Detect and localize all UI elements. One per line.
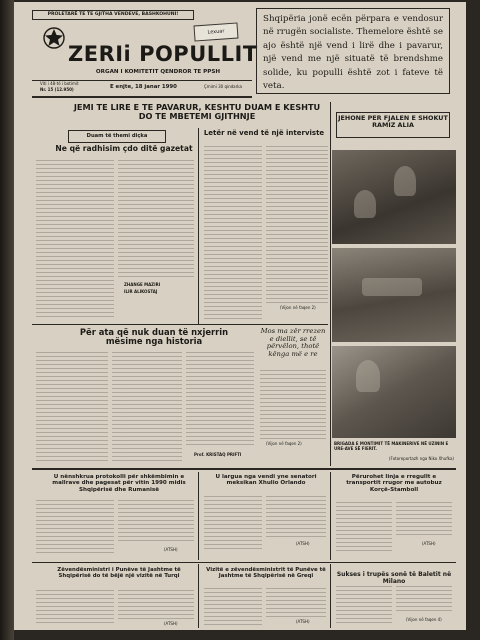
side-credit: (Fotoreportazh nga Niko Xhufka) <box>388 456 454 461</box>
lead-author-1: ZHANGE MAZIRI <box>124 282 161 287</box>
masthead-title: ZERIi POPULLIT <box>68 42 258 66</box>
masthead-issue: Nr. 15 (12.950) <box>40 87 74 92</box>
binding-edge <box>0 0 14 640</box>
newspaper-page <box>14 2 466 630</box>
side-quote: Mos ma zër rrezen e diellit, se të përvëlon, thotë kënga më e re <box>260 327 326 358</box>
side-photo-middle <box>332 248 456 342</box>
lead-headline: JEMI TE LIRE E TE PAVARUR, KESHTU DUAM E KESHTU DO TE MBETEMI GJITHNJE <box>73 102 321 122</box>
masthead-star-icon <box>42 26 66 50</box>
history-more: (Vijon në faqen 2) <box>266 441 302 446</box>
bottom-headline-2: U largua nga vendi yne senatori meksikan Xhulio Orlando <box>215 474 317 487</box>
masthead-subtitle: ORGAN I KOMITETIT QENDROR TE PPSH <box>95 69 221 75</box>
side-headline: JEHONE PER FJALEN E SHOKUT RAMIZ ALIA <box>336 112 450 138</box>
bottom-tag-2: (ATSH) <box>296 541 310 546</box>
masthead-slogan: PROLETARË TE TE GJITHA VENDEVE, BASHKOHUNI! <box>32 10 194 20</box>
bottom-tag-6: (Vijon në faqen 4) <box>406 617 442 622</box>
side-photo-bottom <box>332 346 456 438</box>
lead-headline-1: Ne që radhisim çdo ditë gazetat <box>55 144 193 153</box>
bottom-headline-6: Sukses i trupës sonë të Baletit në Milano <box>336 571 452 585</box>
bottom-tag-3: (ATSH) <box>422 541 436 546</box>
masthead-price: Çmimi 30 qindarka <box>204 84 242 89</box>
lead-kicker-2: Letër në vend të një interviste <box>203 129 325 137</box>
side-photo-top <box>332 150 456 244</box>
masthead-volume: Viti i 48-të i botimit <box>40 81 79 86</box>
lead-kicker-1: Duam të themi diçka <box>68 130 166 143</box>
history-headline: Për ata që nuk duan të nxjerrin mësime nga historia <box>79 327 229 347</box>
quote-box: Shqipëria jonë ecën përpara e vendosur në rrugën socialiste. Themelore është se ajo është një vend i lirë dhe i pavarur, një vend me një situatë të brendshme solide, ku populli është zot i fateve të veta. <box>256 8 450 94</box>
masthead-stamp: Lexuar <box>193 22 238 41</box>
bottom-tag-1: (ATSH) <box>164 547 178 552</box>
bottom-headline-3: Përurohet linja e rregullt e transportit rrugor me autobuz Korçë-Stamboll <box>346 474 442 493</box>
bottom-headline-1: U nënshkrua protokolli për shkëmbimin e mallrave dhe pagesat për vitin 1990 midis Shqipërisë dhe Rumanisë <box>52 474 186 493</box>
masthead-date: E enjte, 18 janar 1990 <box>110 84 177 90</box>
lead-author-2: ILIR ALIKOSTAJ <box>124 289 158 294</box>
side-caption: BRIGADA E MONTIMIT TË MAKINERIVE NË UZININ E URE-AVE SË FIERIT. <box>334 441 449 451</box>
bottom-tag-5: (ATSH) <box>296 619 310 624</box>
bottom-headline-5: Vizitë e zëvendësministrit të Punëve të Jashtme të Shqipërisë në Greqi <box>206 567 326 580</box>
lead-more: (Vijon në faqen 2) <box>280 305 316 310</box>
history-author: Prof. KRISTAQ PRIFTI <box>194 452 242 457</box>
bottom-tag-4: (ATSH) <box>164 621 178 626</box>
bottom-headline-4: Zëvendësministri i Punëve të Jashtme të Shqipërisë do të bëjë një vizitë në Turqi <box>57 567 181 580</box>
